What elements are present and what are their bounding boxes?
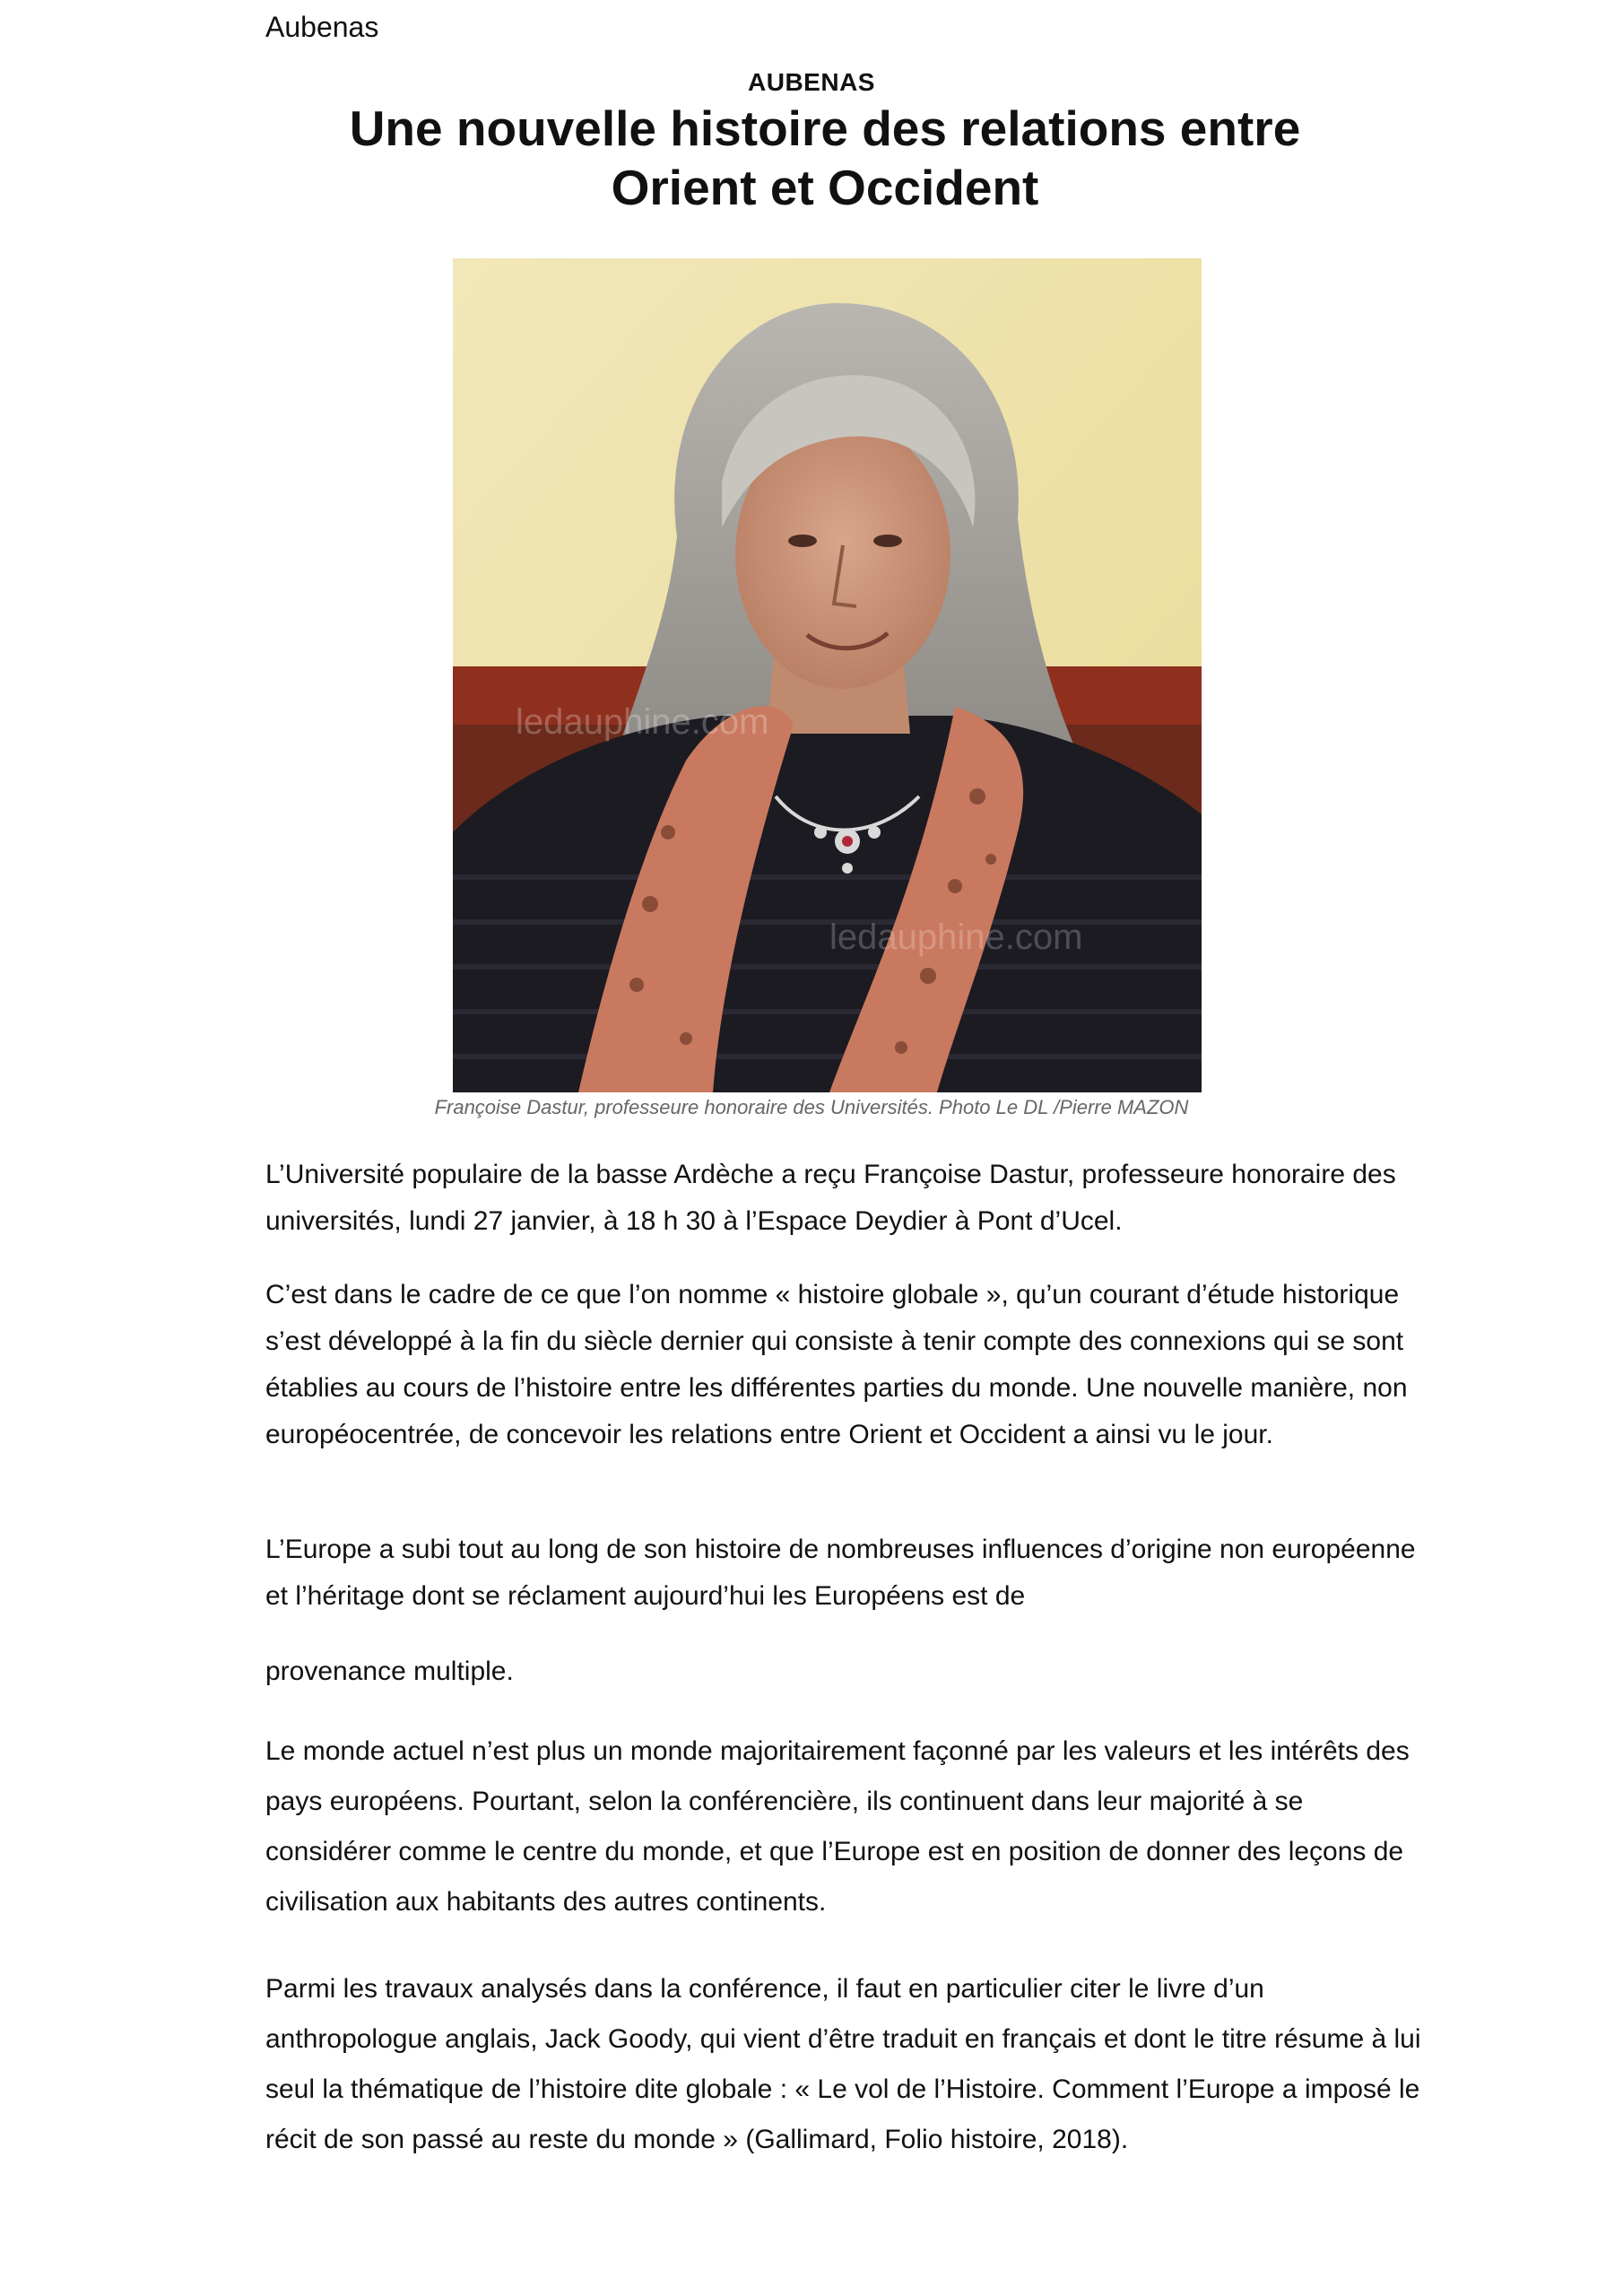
paragraph-2: C’est dans le cadre de ce que l’on nomme « histoire globale », qu’un courant d’étude historique s’est développé à la fin du siècle dernier qui consiste à tenir compte des connexions qui se sont établies au cours de l’histoire entre les différentes parties du monde. Une nouvelle manière, non européocentrée, de concevoir les relations entre Orient et Occident a ainsi vu le jour.	[265, 1280, 1408, 1449]
portrait-illustration	[453, 258, 1202, 1092]
paragraph-1: L’Université populaire de la basse Ardèche a reçu Françoise Dastur, professeure honoraire des universités, lundi 27 janvier, à 18 h 30 à l’Espace Deydier à Pont d’Ucel.	[265, 1160, 1396, 1236]
title-line-1: Une nouvelle histoire des relations entre	[349, 100, 1301, 156]
title-line-2: Orient et Occident	[611, 160, 1039, 215]
photo-caption: Françoise Dastur, professeure honoraire des Universités. Photo Le DL /Pierre MAZON	[434, 1096, 1189, 1118]
paragraph-3: L’Europe a subi tout au long de son histoire de nombreuses influences d’origine non européenne et l’héritage dont se réclament aujourd’hui les Européens est de	[265, 1535, 1416, 1611]
article-kicker: AUBENAS	[748, 68, 875, 96]
article-photo	[453, 258, 1202, 1092]
paragraph-4: Le monde actuel n’est plus un monde majoritairement façonné par les valeurs et les intérêts des pays européens. Pourtant, selon la conférencière, ils continuent dans leur majorité à se considérer comme le centre du monde, et que l’Europe est en position de donner des leçons de civilisation aux habitants des autres continents.	[265, 1736, 1410, 1917]
photo-watermark: ledauphine.com	[516, 702, 769, 742]
location-header: Aubenas	[265, 11, 379, 43]
paragraph-5: Parmi les travaux analysés dans la conférence, il faut en particulier citer le livre d’un anthropologue anglais, Jack Goody, qui vient d’être traduit en français et dont le titre résume à lui seul la thématique de l’histoire dite globale : « Le vol de l’Histoire. Comment l’Europe a imposé le récit de son passé au reste du monde » (Gallimard, Folio histoire, 2018).	[265, 1974, 1421, 2154]
article-title	[224, 99, 1426, 217]
photo-watermark-2: ledauphine.com	[829, 918, 1083, 957]
paragraph-3-continued: provenance multiple.	[265, 1657, 514, 1686]
